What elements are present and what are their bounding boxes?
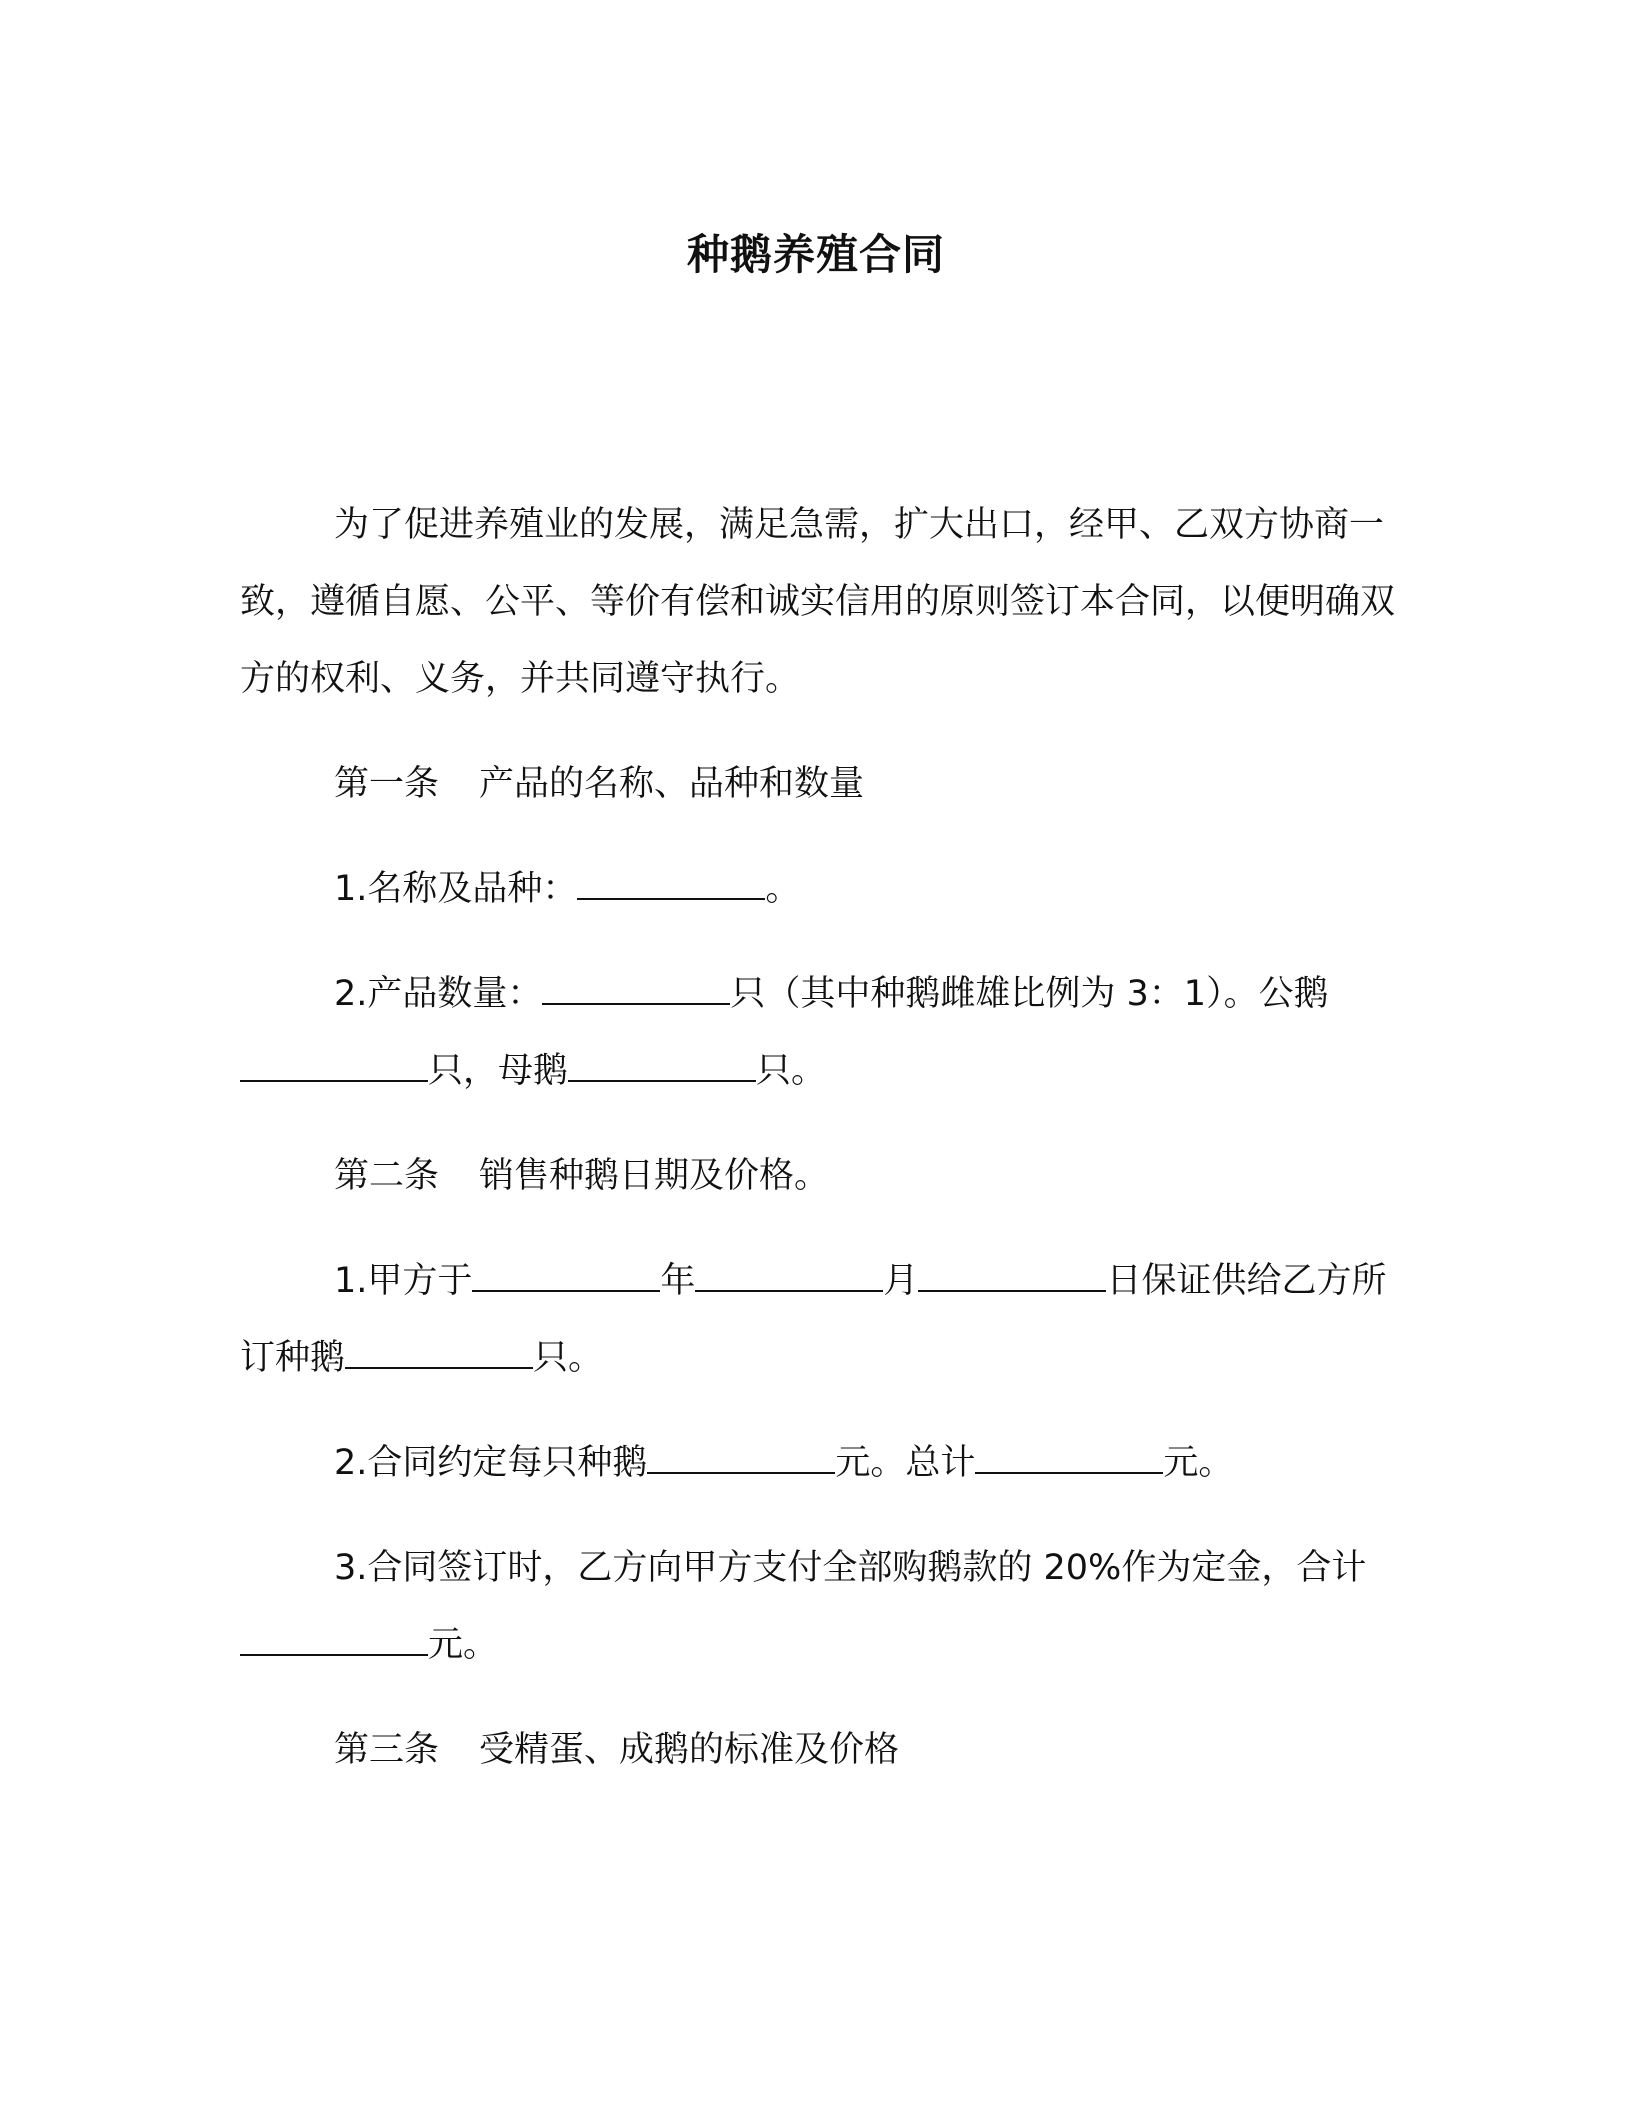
item-end: 只。 [533,1338,604,1378]
item-text: 只（其中种鹅雌雄比例为 3：1）。公鹅 [730,974,1329,1014]
month-text: 月 [883,1261,919,1301]
article-1-title: 产品的名称、品种和数量 [479,764,865,804]
article-2-item-2 [240,1425,1396,1502]
article-2-title: 销售种鹅日期及价格。 [479,1156,830,1196]
item-end: 元。 [428,1625,499,1665]
male-goose-count-blank[interactable] [240,1050,428,1082]
item-label: 2.合同约定每只种鹅 [334,1443,648,1483]
item-end: 元。 [1163,1443,1234,1483]
article-1-item-1 [240,851,1396,928]
deposit-amount-blank[interactable] [240,1624,428,1656]
item-label: 3.合同签订时，乙方向甲方支付全部购鹅款的 20%作为定金，合计 [334,1548,1367,1588]
ordered-quantity-blank[interactable] [345,1337,533,1369]
intro-paragraph: 为了促进养殖业的发展，满足急需，扩大出口，经甲、乙双方协商一致，遵循自愿、公平、等价有偿和诚实信用的原则签订本合同，以便明确双方的权利、义务，并共同遵守执行。 [240,505,1396,699]
item-text: 日保证供给乙方所订种鹅 [240,1261,1387,1378]
contract-body [240,487,1396,1789]
year-blank[interactable] [472,1260,660,1292]
article-1-number: 第一条 [334,764,440,804]
article-3-number: 第三条 [334,1730,440,1770]
unit-price-blank[interactable] [647,1442,835,1474]
article-2-heading [240,1138,1396,1215]
item-end: 只。 [756,1051,827,1091]
quantity-blank[interactable] [542,973,730,1005]
article-3-heading [240,1712,1396,1789]
day-blank[interactable] [918,1260,1106,1292]
female-goose-count-blank[interactable] [568,1050,756,1082]
article-2-item-1 [240,1243,1396,1397]
item-label: 1.名称及品种： [334,869,578,909]
month-blank[interactable] [695,1260,883,1292]
item-text: 元。总计 [835,1443,976,1483]
article-1-item-2 [240,956,1396,1110]
document-title: 种鹅养殖合同 [686,230,945,279]
item-label: 1.甲方于 [334,1261,473,1301]
item-end: 。 [765,869,801,909]
article-2-number: 第二条 [334,1156,440,1196]
name-variety-blank[interactable] [577,868,765,900]
item-text: 只，母鹅 [428,1051,569,1091]
article-3-title: 受精蛋、成鹅的标准及价格 [479,1730,900,1770]
article-2-item-3 [240,1530,1396,1684]
year-text: 年 [660,1261,696,1301]
total-price-blank[interactable] [975,1442,1163,1474]
item-label: 2.产品数量： [334,974,543,1014]
article-1-heading [240,746,1396,823]
